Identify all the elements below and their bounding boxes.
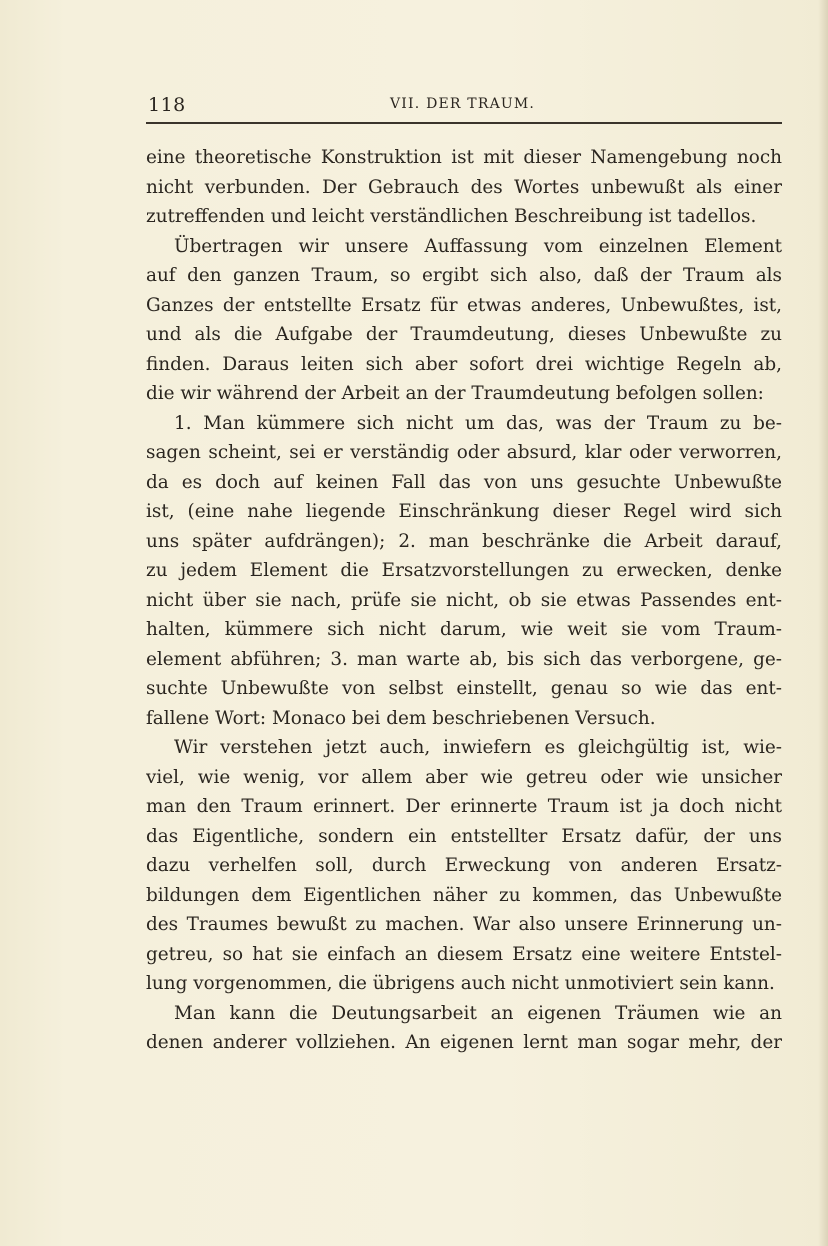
text-line: fallene Wort: Monaco bei dem beschriebenen Versuch. bbox=[146, 707, 656, 729]
text-line: Übertragen wir unsere Auffassung vom einzelnen Element bbox=[174, 235, 782, 257]
text-line: eine theoretische Konstruktion ist mit dieser Namengebung noch bbox=[146, 147, 782, 168]
text-line: die wir während der Arbeit an der Traumdeutung befolgen sollen: bbox=[146, 383, 764, 404]
text-line: getreu, so hat sie einfach an diesem Ersatz eine weitere Entstel- bbox=[146, 943, 782, 965]
page-header bbox=[146, 92, 782, 120]
text-line: zu jedem Element die Ersatzvorstellungen zu erwecken, denke bbox=[146, 560, 782, 581]
text-line: da es doch auf keinen Fall das von uns gesuchte Unbewußte bbox=[146, 471, 782, 493]
text-line: Wir verstehen jetzt auch, inwiefern es gleichgültig ist, wie- bbox=[174, 737, 782, 758]
text-line: halten, kümmere sich nicht darum, wie weit sie vom Traum- bbox=[146, 619, 782, 640]
text-line: suchte Unbewußte von selbst einstellt, genau so wie das ent- bbox=[146, 678, 782, 699]
text-line: element abführen; 3. man warte ab, bis sich das verborgene, ge- bbox=[146, 648, 782, 670]
text-line: zutreffenden und leicht verständlichen Beschreibung ist tadellos. bbox=[146, 206, 757, 227]
text-line: sagen scheint, sei er verständig oder absurd, klar oder verworren, bbox=[146, 442, 782, 463]
text-line: nicht verbunden. Der Gebrauch des Wortes unbewußt als einer bbox=[146, 176, 782, 198]
body-text bbox=[146, 143, 782, 1058]
running-head: VII. DER TRAUM. bbox=[390, 96, 536, 112]
text-line: auf den ganzen Traum, so ergibt sich also, daß der Traum als bbox=[146, 265, 782, 286]
text-line: Ganzes der entstellte Ersatz für etwas anderes, Unbewußtes, ist, bbox=[146, 294, 782, 316]
text-line: bildungen dem Eigentlichen näher zu kommen, das Unbewußte bbox=[146, 884, 782, 906]
text-line: viel, wie wenig, vor allem aber wie getreu oder wie unsicher bbox=[146, 766, 782, 788]
text-line: lung vorgenommen, die übrigens auch nicht unmotiviert sein kann. bbox=[146, 973, 775, 994]
header-rule bbox=[146, 122, 782, 124]
page-number: 118 bbox=[148, 94, 186, 116]
text-line: nicht über sie nach, prüfe sie nicht, ob sie etwas Passendes ent- bbox=[146, 589, 782, 611]
text-line: uns später aufdrängen); 2. man beschränke die Arbeit darauf, bbox=[146, 530, 782, 552]
text-line: das Eigentliche, sondern ein entstellter Ersatz dafür, der uns bbox=[146, 825, 782, 847]
text-line: und als die Aufgabe der Traumdeutung, dieses Unbewußte zu bbox=[146, 324, 782, 345]
text-line: ist, (eine nahe liegende Einschränkung dieser Regel wird sich bbox=[146, 501, 782, 522]
text-line: 1. Man kümmere sich nicht um das, was der Traum zu be- bbox=[174, 412, 782, 434]
text-line: des Traumes bewußt zu machen. War also unsere Erinnerung un- bbox=[146, 914, 782, 935]
text-line: dazu verhelfen soll, durch Erweckung von anderen Ersatz- bbox=[146, 855, 782, 876]
text-line: denen anderer vollziehen. An eigenen lernt man sogar mehr, der bbox=[146, 1032, 782, 1053]
text-line: Man kann die Deutungsarbeit an eigenen Träumen wie an bbox=[174, 1002, 782, 1024]
text-line: finden. Daraus leiten sich aber sofort drei wichtige Regeln ab, bbox=[146, 353, 782, 375]
text-line: man den Traum erinnert. Der erinnerte Traum ist ja doch nicht bbox=[146, 796, 782, 817]
